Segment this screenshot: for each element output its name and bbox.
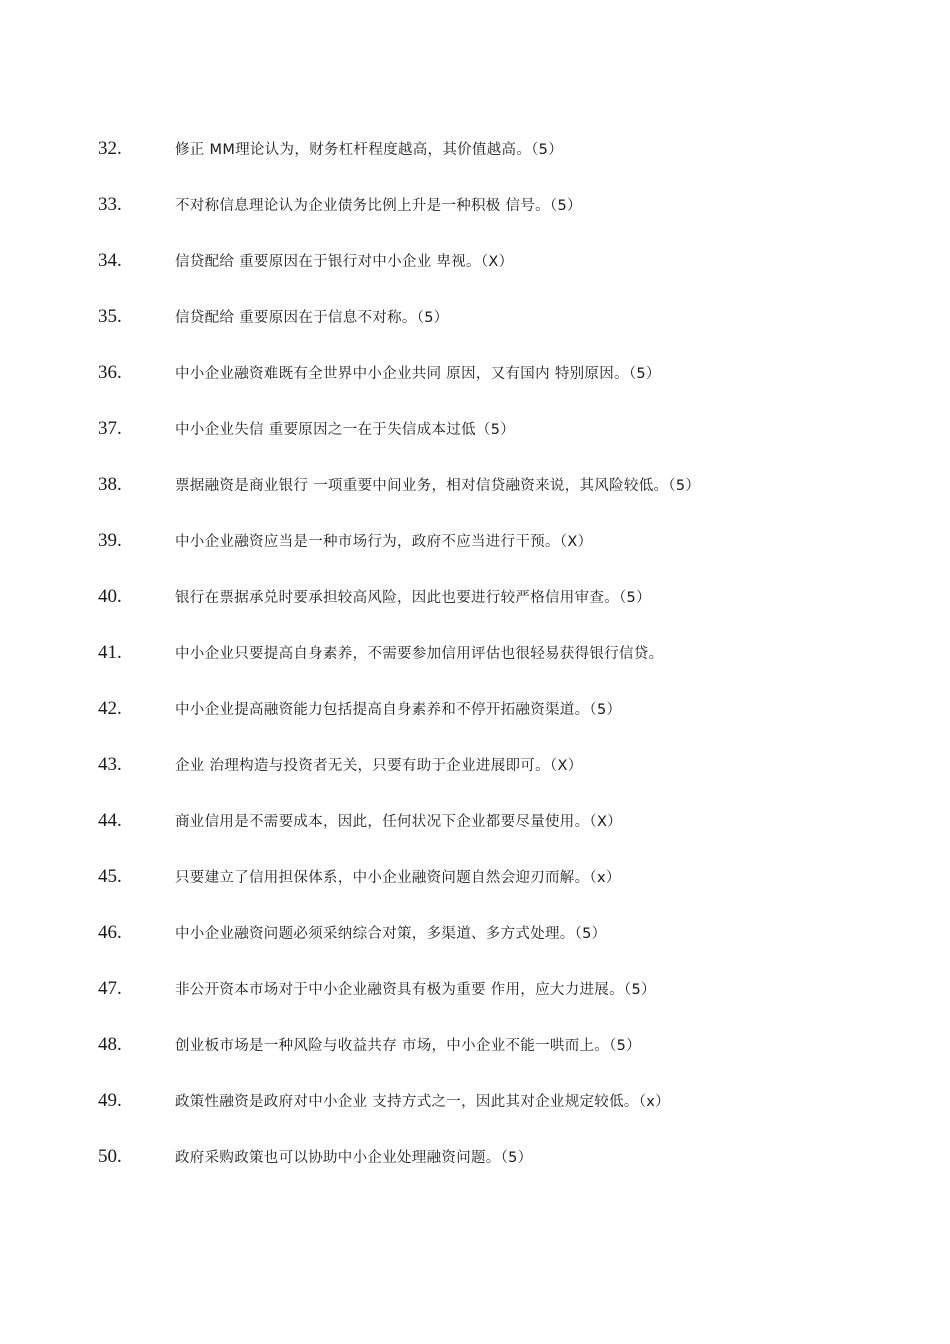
question-list [0,131,950,1195]
item-number: 43. [98,754,122,775]
list-item [0,467,950,523]
item-text: 创业板市场是一种风险与收益共存 市场，中小企业不能一哄而上。（5） [175,1038,641,1054]
item-text: 政策性融资是政府对中小企业 支持方式之一，因此其对企业规定较低。（x） [175,1094,670,1110]
item-number: 35. [98,306,122,327]
item-number: 41. [98,642,122,663]
item-number: 32. [98,138,122,159]
list-item [0,299,950,355]
item-text: 信贷配给 重要原因在于信息不对称。（5） [175,310,449,326]
item-number: 49. [98,1090,122,1111]
list-item [0,523,950,579]
item-text: 政府采购政策也可以协助中小企业处理融资问题。（5） [175,1150,533,1166]
list-item [0,131,950,187]
item-text: 中小企业融资问题必须采纳综合对策，多渠道、多方式处理。（5） [175,926,607,942]
list-item [0,411,950,467]
item-text: 商业信用是不需要成本，因此，任何状况下企业都要尽量使用。（X） [175,814,622,830]
list-item [0,635,950,691]
list-item [0,355,950,411]
item-number: 36. [98,362,122,383]
list-item [0,915,950,971]
item-number: 34. [98,250,122,271]
item-number: 33. [98,194,122,215]
list-item [0,579,950,635]
item-number: 50. [98,1146,122,1167]
item-number: 46. [98,922,122,943]
item-text: 票据融资是商业银行 一项重要中间业务，相对信贷融资来说，其风险较低。（5） [175,478,701,494]
list-item [0,803,950,859]
item-text: 中小企业失信 重要原因之一在于失信成本过低（5） [175,422,516,438]
item-text: 企业 治理构造与投资者无关，只要有助于企业进展即可。（X） [175,758,583,774]
item-number: 48. [98,1034,122,1055]
item-text: 非公开资本市场对于中小企业融资具有极为重要 作用，应大力进展。（5） [175,982,656,998]
list-item [0,187,950,243]
item-number: 40. [98,586,122,607]
item-number: 47. [98,978,122,999]
item-number: 42. [98,698,122,719]
item-number: 44. [98,810,122,831]
item-number: 38. [98,474,122,495]
item-number: 37. [98,418,122,439]
item-text: 中小企业融资应当是一种市场行为，政府不应当进行干预。（X） [175,534,593,550]
item-text: 只要建立了信用担保体系，中小企业融资问题自然会迎刃而解。（x） [175,870,621,886]
list-item [0,1139,950,1195]
item-text: 信贷配给 重要原因在于银行对中小企业 卑视。（X） [175,254,514,270]
list-item [0,243,950,299]
item-text: 银行在票据承兑时要承担较高风险，因此也要进行较严格信用审查。（5） [175,590,651,606]
item-text: 中小企业提高融资能力包括提高自身素养和不停开拓融资渠道。（5） [175,702,622,718]
list-item [0,747,950,803]
item-text: 中小企业融资难既有全世界中小企业共同 原因，又有国内 特别原因。（5） [175,366,661,382]
list-item [0,859,950,915]
list-item [0,1083,950,1139]
list-item [0,1027,950,1083]
list-item [0,691,950,747]
list-item [0,971,950,1027]
item-text: 中小企业只要提高自身素养，不需要参加信用评估也很轻易获得银行信贷。 [175,646,664,662]
item-text: 修正 MM理论认为，财务杠杆程度越高，其价值越高。（5） [175,142,564,158]
item-number: 45. [98,866,122,887]
item-number: 39. [98,530,122,551]
item-text: 不对称信息理论认为企业债务比例上升是一种积极 信号。（5） [175,198,582,214]
